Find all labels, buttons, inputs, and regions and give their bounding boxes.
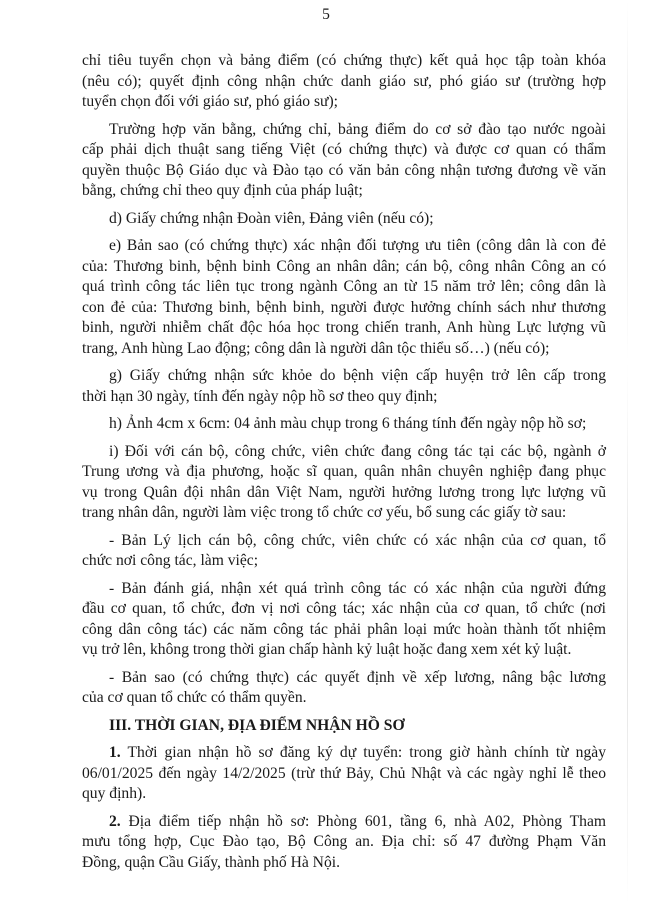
paragraph (82, 531, 606, 572)
paragraph (82, 579, 606, 661)
text-line: quyền thuộc Bộ Giáo dục và Đào tạo có văn bản công nhận tương đương về văn (82, 161, 606, 179)
text-line: chức nơi công tác, làm việc; (82, 552, 259, 569)
text-line: vụ trở lên, không trong thời gian chấp hành kỷ luật hoặc đang xem xét kỷ luật. (82, 641, 572, 658)
text-line: trang nhân dân, người làm việc trong tổ chức cơ yếu, bổ sung các giấy tờ sau: (82, 504, 567, 521)
text-line: cấp phải dịch thuật sang tiếng Việt (có chứng thực) và được cơ quan có thẩm (82, 141, 606, 158)
line-text: Thời gian nhận hồ sơ đăng ký dự tuyển: trong giờ hành chính từ ngày (120, 744, 606, 761)
item-number: 1. (109, 744, 121, 761)
text-line: h) Ảnh 4cm x 6cm: 04 ảnh màu chụp trong 6 tháng tính đến ngày nộp hồ sơ; (109, 415, 587, 432)
paragraph (82, 743, 606, 805)
paragraph (82, 414, 606, 435)
text-line: bằng, chứng chỉ theo quy định của pháp luật; (82, 182, 363, 199)
paragraph (82, 812, 606, 874)
item-number: 2. (109, 812, 121, 830)
section-heading (82, 716, 606, 737)
scan-edge (627, 0, 628, 905)
paragraph (82, 120, 606, 202)
text-line: tuyển chọn đối với giáo sư, phó giáo sư); (82, 93, 338, 110)
text-line: - Bản sao (có chứng thực) các quyết định về xếp lương, nâng bậc lương (109, 668, 606, 686)
paragraph (82, 366, 606, 407)
text-line: trang, Anh hùng Lao động; công dân là người dân tộc thiểu số…) (nếu có); (82, 339, 550, 357)
text-line: của: Thương binh, bệnh binh Công an nhân dân; cán bộ, công nhân Công an có (82, 257, 606, 275)
text-line: e) Bản sao (có chứng thực) xác nhận đối tượng ưu tiên (công dân là con đẻ (109, 237, 606, 254)
paragraph (82, 51, 606, 113)
text-line: g) Giấy chứng nhận sức khỏe do bệnh viện cấp huyện trở lên cấp trong (109, 367, 606, 384)
paragraph (82, 442, 606, 524)
text-line: quy định). (82, 785, 147, 802)
text-line: công dân công tác) các năm công tác phải phân loại mức hoàn thành tốt nhiệm (82, 620, 606, 638)
paragraph (82, 236, 606, 359)
text-line: - Bản đánh giá, nhận xét quá trình công tác có xác nhận của người đứng (109, 579, 606, 597)
text-line: quá trình công tác liên tục trong ngành Công an từ 15 năm trở lên; công dân là (82, 278, 606, 295)
text-line: (nêu có); quyết định công nhận chức danh giáo sư, phó giáo sư (trường hợp (82, 72, 606, 90)
text-line: mưu tổng hợp, Cục Đào tạo, Bộ Công an. Địa chỉ: số 47 đường Phạm Văn (82, 833, 606, 850)
text-line: đầu cơ quan, tổ chức, đơn vị nơi công tác; xác nhận của cơ quan, tổ chức (nơi (82, 600, 606, 617)
text-line: chỉ tiêu tuyển chọn và bảng điểm (có chứng thực) kết quả học tập toàn khóa (82, 52, 606, 69)
text-line: binh, người nhiễm chất độc hóa học trong chiến tranh, Anh hùng Lực lượng vũ (82, 319, 606, 336)
text-line: III. THỜI GIAN, ĐỊA ĐIỂM NHẬN HỒ SƠ (109, 716, 405, 734)
text-line: vụ trong Quân đội nhân dân Việt Nam, người hưởng lương trong lực lượng vũ (82, 483, 606, 501)
line-text: Địa điểm tiếp nhận hồ sơ: Phòng 601, tầng 6, nhà A02, Phòng Tham (120, 812, 606, 830)
paragraph (82, 209, 606, 230)
text-line: Trường hợp văn bằng, chứng chỉ, bảng điểm do cơ sở đào tạo nước ngoài (109, 120, 606, 138)
text-line (82, 812, 606, 833)
text-line: của cơ quan tổ chức có thẩm quyền. (82, 689, 307, 706)
text-line (82, 743, 606, 764)
text-line: i) Đối với cán bộ, công chức, viên chức đang công tác tại các bộ, ngành ở (109, 442, 606, 460)
paragraph (82, 668, 606, 709)
text-line: d) Giấy chứng nhận Đoàn viên, Đảng viên (nếu có); (109, 209, 434, 227)
text-line: - Bản Lý lịch cán bộ, công chức, viên chức có xác nhận của cơ quan, tổ (109, 531, 606, 549)
text-line: 06/01/2025 đến ngày 14/2/2025 (trừ thứ Bảy, Chủ Nhật và các ngày nghỉ lễ theo (82, 764, 606, 782)
document-body (82, 51, 606, 873)
text-line: Trung ương và địa phương, hoặc sĩ quan, quân nhân chuyên nghiệp đang phục (82, 463, 606, 480)
text-line: Đồng, quận Cầu Giấy, thành phố Hà Nội. (82, 853, 340, 871)
page-number: 5 (322, 6, 330, 23)
text-line: thời hạn 30 ngày, tính đến ngày nộp hồ sơ theo quy định; (82, 387, 438, 405)
text-line: con đẻ của: Thương binh, bệnh binh, người được hưởng chính sách như thương (82, 298, 606, 316)
